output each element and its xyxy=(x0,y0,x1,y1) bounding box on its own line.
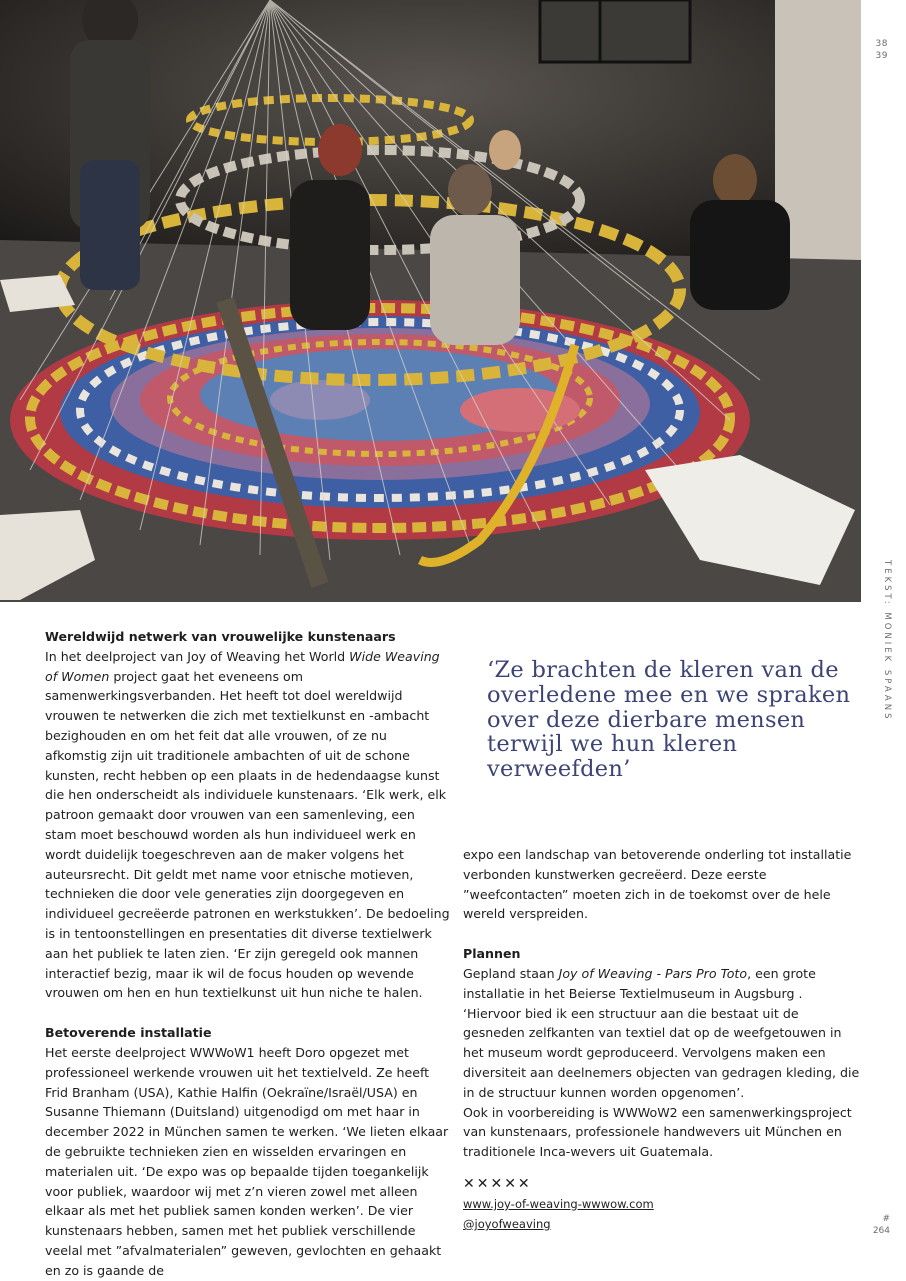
paragraph-network-part-b: project gaat het eveneens om samenwerkingsverbanden. Het heeft tot doel wereldwijd vrouwen te netwerken die zich met textielkunst en -ambacht bezighouden en om het feit dat alle vrouwen, of ze nu afkomstig zijn uit traditionele ambachten of uit de schone kunsten, recht hebben op een plaats in de hedendaagse kunst die hen onderscheidt als individuele kunstenaars. ‘Elk werk, elk patroon gemaakt door vrouwen van een samenleving, een stam moet beschouwd worden als hun individueel werk en wordt duidelijk toegeschreven aan de maker volgens het auteursrecht. Dit geldt met name voor etnische motieven, technieken die door vele generaties zijn doorgegeven en individueel gecreëerde patronen en werkstukken’. De bedoeling is in tentoonstellingen en presentaties dit diverse textielwerk aan het publiek te laten zien. ‘Er zijn geregeld ook mannen interactief bezig, maar ik wil de focus houden op wevende vrouwen om hen en hun textielkunst uit hun niche te halen. xyxy=(45,668,450,1001)
pull-quote: ‘Ze brachten de kleren van de overledene mee en we spraken over deze dierbare mensen terwijl we hun kleren verweefden’ xyxy=(487,657,851,783)
section-heading-network: Wereldwijd netwerk van vrouwelijke kunstenaars xyxy=(45,629,396,644)
article-left-column xyxy=(45,627,450,1281)
section-heading-installation: Betoverende installatie xyxy=(45,1025,212,1041)
paragraph-network-part-a: In het deelproject van Joy of Weaving het World xyxy=(45,648,350,664)
paragraph-continuation: expo een landschap van betoverende onderling tot installatie verbonden kunstwerken gecreëerd. Deze eerste ”weefcontacten” moeten zich in de toekomst over de hele wereld verspreiden. xyxy=(463,847,852,922)
page-number-left: 38 xyxy=(875,39,888,49)
paragraph-installation: Het eerste deelproject WWWoW1 heeft Doro opgezet met professioneel werkende vrouwen uit het textielveld. Ze heeft Frid Branham (USA), Kathie Halfin (Oekraïne/Israël/USA) en Susanne Thiemann (Duitsland) uitgenodigd om met haar in december 2022 in München samen te werken. ‘We lieten elkaar de gebruikte technieken zien en wisselden ervaringen en materialen uit. ‘De expo was op bepaalde tijden toegankelijk voor publiek, waardoor wij met z’n vieren zowel met alleen elkaar als met het publiek samen konden werken’. De vier kunstenaars hebben, samen met het publiek verschillende veelal met ”afvalmaterialen” geweven, gevlochten en gehaakt en zo is gaande de xyxy=(45,1044,449,1278)
end-marks: ✕✕✕✕✕ xyxy=(463,1175,532,1192)
paragraph-network xyxy=(45,647,450,1003)
paragraph-plans-part-b: , een grote installatie in het Beierse Textielmuseum in Augsburg . ‘Hiervoor bied ik een structuur aan die bestaat uit de gesneden zelfkanten van textiel dat op de weefgetouwen in het museum wordt geproduceerd. Vervolgens maken een diversiteit aan deelnemers objecten van gedragen kleding, die in de structuur kunnen worden opgenomen’. xyxy=(463,965,860,1100)
paragraph-plans-2: Ook in voorbereiding is WWWoW2 een samenwerkingsproject van kunstenaars, professionele handwevers uit München en traditionele Inca-wevers uit Guatemala. xyxy=(463,1104,852,1160)
page-number-right: 39 xyxy=(875,51,888,61)
weaving-installation-illustration xyxy=(0,0,861,602)
instagram-link[interactable]: @joyofweaving xyxy=(463,1216,551,1231)
installation-photo xyxy=(0,0,861,602)
paragraph-plans-part-a: Gepland staan xyxy=(463,965,559,981)
website-link[interactable]: www.joy-of-weaving-wwwow.com xyxy=(463,1196,654,1211)
issue-value: 264 xyxy=(872,1226,890,1236)
section-heading-plans: Plannen xyxy=(463,946,521,962)
page-numbers xyxy=(858,38,888,62)
author-credit: TEKST: MONIEK SPAANS xyxy=(882,560,892,722)
paragraph-plans xyxy=(463,964,861,1103)
issue-mark: # xyxy=(882,1214,890,1224)
paragraph-plans-title: Joy of Weaving - Pars Pro Toto xyxy=(558,965,748,981)
paragraph-network-title: Wide Weaving of Women xyxy=(45,648,440,684)
article-right-column xyxy=(463,845,861,1234)
